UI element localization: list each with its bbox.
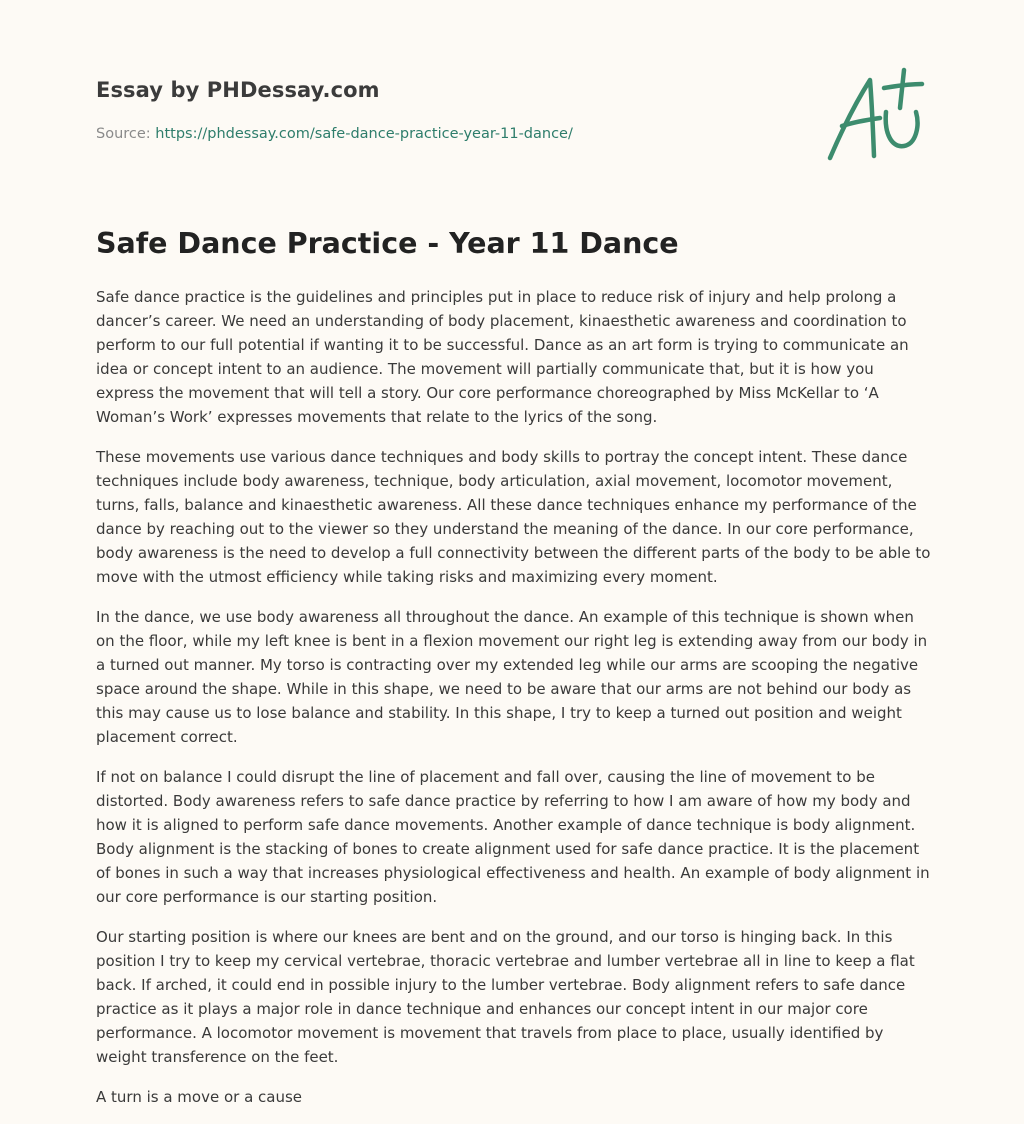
source-link[interactable]: https://phdessay.com/safe-dance-practice-year-11-dance/ — [155, 126, 573, 142]
essay-body — [96, 285, 932, 1124]
source-label: Source: — [96, 126, 151, 142]
a-plus-logo-icon — [820, 64, 930, 168]
page-header — [96, 76, 796, 144]
essay-paragraph: Safe dance practice is the guidelines and principles put in place to reduce risk of injury and help prolong a dancer’s career. We need an understanding of body placement, kinaesthetic awareness and coordination to perform to our full potential if wanting it to be successful. Dance as an art form is trying to communicate an idea or concept intent to an audience. The movement will partially communicate that, but it is how you express the movement that will tell a story. Our core performance choreographed by Miss McKellar to ‘A Woman’s Work’ expresses movements that relate to the lyrics of the song. — [96, 288, 909, 426]
essay-paragraph: Our starting position is where our knees are bent and on the ground, and our torso is hinging back. In this position I try to keep my cervical vertebrae, thoracic vertebrae and lumber vertebrae all in line to keep a flat back. If arched, it could end in possible injury to the lumber vertebrae. Body alignment refers to safe dance practice as it plays a major role in dance technique and enhances our concept intent in our major core performance. A locomotor movement is movement that travels from place to place, usually identified by weight transference on the feet. — [96, 928, 915, 1066]
source-line — [96, 124, 796, 144]
site-brand: Essay by PHDessay.com — [96, 78, 380, 102]
essay-paragraph: If not on balance I could disrupt the line of placement and fall over, causing the line of movement to be distorted. Body awareness refers to safe dance practice by referring to how I am aware of how my body and how it is aligned to perform safe dance movements. Another example of dance technique is body alignment. Body alignment is the stacking of bones to create alignment used for safe dance practice. It is the placement of bones in such a way that increases physiological effectiveness and health. An example of body alignment in our core performance is our starting position. — [96, 768, 930, 906]
essay-paragraph: In the dance, we use body awareness all throughout the dance. An example of this technique is shown when on the floor, while my left knee is bent in a flexion movement our right leg is extending away from our body in a turned out manner. My torso is contracting over my extended leg while our arms are scooping the negative space around the shape. While in this shape, we need to be aware that our arms are not behind our body as this may cause us to lose balance and stability. In this shape, I try to keep a turned out position and weight placement correct. — [96, 608, 928, 746]
essay-paragraph: These movements use various dance techniques and body skills to portray the concept intent. These dance techniques include body awareness, technique, body articulation, axial movement, locomotor movement, turns, falls, balance and kinaesthetic awareness. All these dance techniques enhance my performance of the dance by reaching out to the viewer so they understand the meaning of the dance. In our core performance, body awareness is the need to develop a full connectivity between the different parts of the body to be able to move with the utmost efficiency while taking risks and maximizing every moment. — [96, 448, 931, 586]
essay-title: Safe Dance Practice - Year 11 Dance — [96, 227, 679, 260]
essay-paragraph: A turn is a move or a cause — [96, 1088, 303, 1106]
